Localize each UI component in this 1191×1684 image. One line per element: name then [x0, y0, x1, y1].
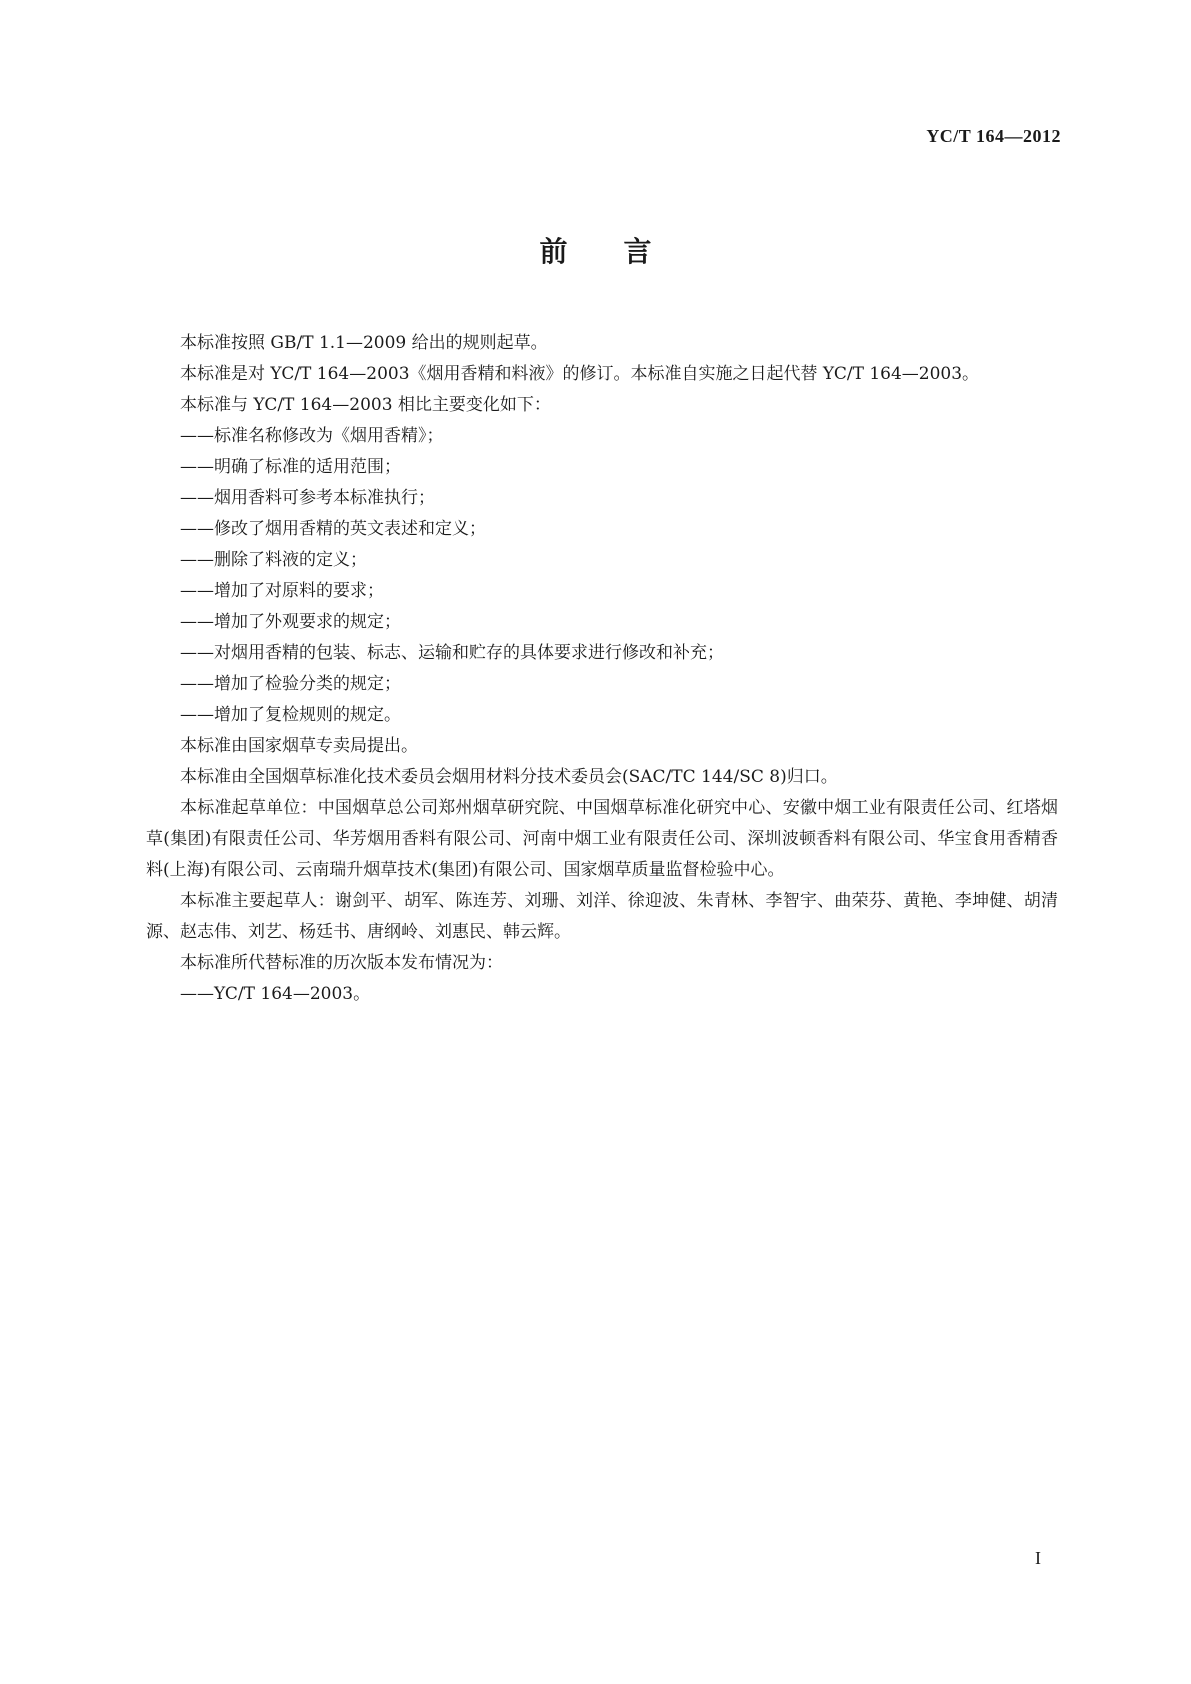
list-item: ——烟用香料可参考本标准执行；: [180, 488, 435, 508]
list-item: ——修改了烟用香精的英文表述和定义；: [180, 519, 486, 539]
paragraph-history-intro: 本标准所代替标准的历次版本发布情况为：: [180, 953, 503, 973]
paragraph-revision: 本标准是对 YC/T 164—2003《烟用香精和料液》的修订。本标准自实施之日起代替 YC/T 164—2003。: [180, 364, 980, 384]
document-code: YC/T 164—2012: [926, 126, 1061, 146]
page-title: 前言: [539, 235, 708, 268]
paragraph-proposed-by: 本标准由国家烟草专卖局提出。: [180, 736, 418, 756]
list-item: ——增加了对原料的要求；: [180, 581, 384, 601]
paragraph-changes-intro: 本标准与 YC/T 164—2003 相比主要变化如下：: [180, 395, 551, 415]
paragraph-drafting-rules: 本标准按照 GB/T 1.1—2009 给出的规则起草。: [180, 333, 548, 353]
paragraph-managed-by: 本标准由全国烟草标准化技术委员会烟用材料分技术委员会(SAC/TC 144/SC 8)归口。: [180, 767, 838, 787]
list-item: ——对烟用香精的包装、标志、运输和贮存的具体要求进行修改和补充；: [180, 643, 724, 663]
list-item: ——YC/T 164—2003。: [180, 984, 371, 1004]
list-item: ——增加了外观要求的规定；: [180, 612, 401, 632]
foreword-body: [146, 328, 1058, 1010]
list-item: ——增加了检验分类的规定；: [180, 674, 401, 694]
paragraph-drafting-units: 本标准起草单位：中国烟草总公司郑州烟草研究院、中国烟草标准化研究中心、安徽中烟工业有限责任公司、红塔烟草(集团)有限责任公司、华芳烟用香料有限公司、河南中烟工业有限责任公司、深圳波顿香料有限公司、华宝食用香精香料(上海)有限公司、云南瑞升烟草技术(集团)有限公司、国家烟草质量监督检验中心。: [146, 798, 1058, 880]
list-item: ——明确了标准的适用范围；: [180, 457, 401, 477]
list-item: ——删除了料液的定义；: [180, 550, 367, 570]
page-number: I: [1035, 1548, 1041, 1568]
paragraph-drafters: 本标准主要起草人：谢剑平、胡军、陈连芳、刘珊、刘洋、徐迎波、朱青林、李智宇、曲荣芬、黄艳、李坤健、胡清源、赵志伟、刘艺、杨廷书、唐纲岭、刘惠民、韩云辉。: [146, 891, 1058, 942]
list-item: ——标准名称修改为《烟用香精》；: [180, 426, 444, 446]
list-item: ——增加了复检规则的规定。: [180, 705, 401, 725]
